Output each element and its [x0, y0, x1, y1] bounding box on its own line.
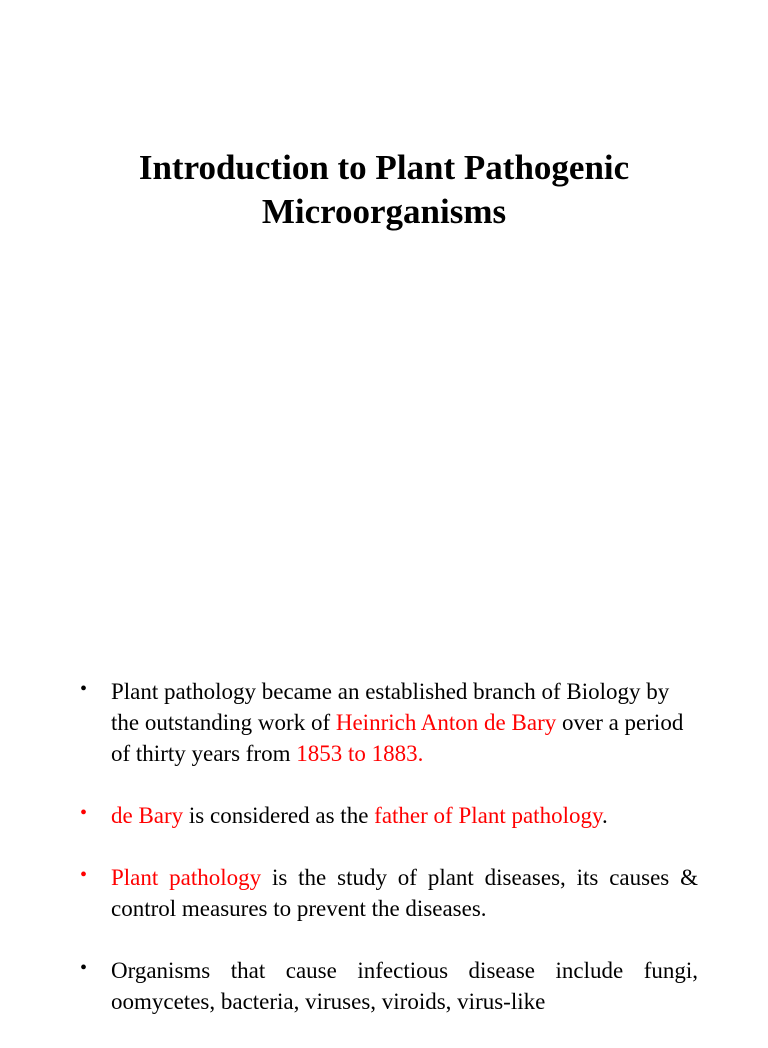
bullet-text — [111, 803, 608, 828]
highlight-term: Plant pathology — [111, 865, 262, 890]
title-line-1: Introduction to Plant Pathogenic — [138, 148, 630, 187]
slide-title — [0, 146, 768, 234]
bullet-segment: . — [601, 803, 608, 828]
bullet-item-history — [80, 676, 698, 769]
bullet-item-organisms — [80, 955, 698, 1017]
bullet-dot-icon: • — [80, 802, 88, 824]
bullet-dot-icon: • — [80, 864, 88, 886]
title-line-2: Microorganisms — [261, 192, 507, 231]
bullet-dot-icon: • — [80, 678, 88, 700]
bullet-item-father — [80, 800, 698, 831]
bullet-segment: is considered as the — [183, 803, 375, 828]
bullet-text — [111, 958, 698, 1014]
bullet-segment: Plant pathology became an established branch of Biology by the outstanding work of — [111, 679, 670, 735]
bullet-segment: over a period of thirty years from — [111, 710, 684, 766]
bullet-segment: Organisms that cause infectious disease include fungi, oomycetes, bacteria, viruses, viroids, virus-like — [111, 958, 698, 1014]
bullet-list — [80, 676, 698, 1048]
highlight-name: Heinrich Anton de Bary — [335, 710, 557, 735]
bullet-segment: is the study of plant diseases, its causes & control measures to prevent the diseases. — [111, 865, 698, 921]
bullet-text — [111, 679, 683, 766]
bullet-item-definition — [80, 862, 698, 924]
bullet-text — [111, 865, 698, 921]
highlight-name: de Bary — [111, 803, 184, 828]
bullet-dot-icon: • — [80, 957, 88, 979]
highlight-years: 1853 to 1883. — [296, 741, 424, 766]
highlight-title: father of Plant pathology — [374, 803, 602, 828]
